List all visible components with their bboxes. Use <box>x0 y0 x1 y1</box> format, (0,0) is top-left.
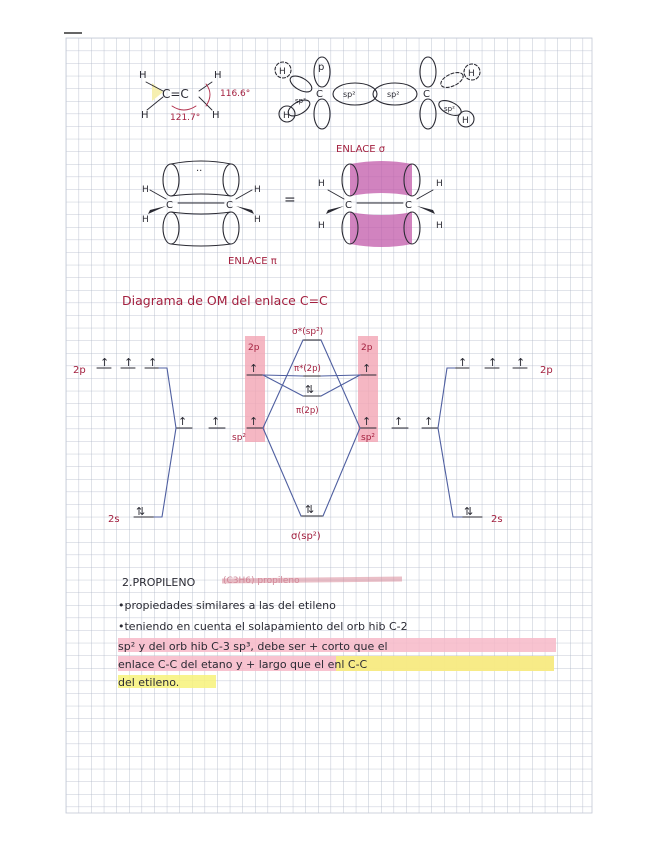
note-line-5: del etileno. <box>118 676 180 689</box>
note-line-2: •teniendo en cuenta el solapamiento del orb hib C-2 <box>118 620 408 633</box>
atom-c: C <box>316 89 323 100</box>
electron-up: ↑ <box>211 415 221 428</box>
right-2s-label: 2s <box>491 514 503 525</box>
electron-up: ↑ <box>124 356 134 369</box>
atom-h: H <box>142 185 149 195</box>
left-2s-electrons: ⇅ <box>136 505 146 518</box>
electron-up: ↑ <box>249 362 259 375</box>
atom-h: H <box>214 70 222 81</box>
atom-c: C <box>166 200 173 211</box>
electron-up: ↑ <box>362 415 372 428</box>
p-orbital-label: p <box>318 62 325 73</box>
pi-label: π(2p) <box>296 406 319 416</box>
atom-c: C <box>405 200 412 211</box>
right-2p-label: 2p <box>540 365 553 376</box>
note-line-1: •propiedades similares a las del etileno <box>118 599 336 612</box>
svg-text:··: ·· <box>196 166 203 177</box>
sigma-star-label: σ*(sp²) <box>292 327 324 337</box>
atom-h: H <box>141 110 149 121</box>
equals-sign: = <box>284 192 296 208</box>
atom-h: H <box>142 215 149 225</box>
right-2s-electrons: ⇅ <box>464 505 474 518</box>
sigma-electrons: ⇅ <box>305 503 315 516</box>
electron-up: ↑ <box>178 415 188 428</box>
sp2-label: sp² <box>444 105 455 113</box>
electron-up: ↑ <box>148 356 158 369</box>
atom-h: H <box>468 69 475 79</box>
right-sp2-label: sp² <box>361 433 376 443</box>
electron-up: ↑ <box>458 356 468 369</box>
graph-paper-grid <box>64 33 592 813</box>
right-hybrid-2p-label: 2p <box>361 343 373 353</box>
left-sp2-label: sp² <box>232 433 247 443</box>
right-2p-levels <box>455 356 527 369</box>
double-bond-label: C=C <box>162 87 189 101</box>
angle-hch: 116.6° <box>220 89 251 99</box>
atom-h: H <box>283 111 290 121</box>
electron-up: ↑ <box>100 356 110 369</box>
section-heading: 2.PROPILENO <box>122 576 196 589</box>
sp2-label: sp² <box>295 97 306 105</box>
mo-diagram-title: Diagrama de OM del enlace C=C <box>122 293 328 308</box>
pi-star-label: π*(2p) <box>294 364 321 374</box>
sigma-bond-caption: ENLACE σ <box>336 144 386 155</box>
atom-h: H <box>254 185 261 195</box>
electron-up: ↑ <box>516 356 526 369</box>
atom-h: H <box>318 221 325 231</box>
angle-hcc: 121.7° <box>170 113 201 123</box>
electron-up: ↑ <box>362 362 372 375</box>
electron-up: ↑ <box>488 356 498 369</box>
atom-h: H <box>212 110 220 121</box>
sp2-label: sp² <box>387 90 400 99</box>
note-line-3: sp² y del orb hib C-3 sp³, debe ser + corto que el <box>118 640 388 653</box>
electron-up: ↑ <box>394 415 404 428</box>
atom-h: H <box>436 221 443 231</box>
sigma-label: σ(sp²) <box>291 531 321 542</box>
atom-h: H <box>254 215 261 225</box>
pi-electrons: ⇅ <box>305 383 315 396</box>
yellow-highlight <box>336 656 554 671</box>
atom-c: C <box>345 200 352 211</box>
atom-h: H <box>279 67 286 77</box>
atom-c: C <box>423 89 430 100</box>
sp2-label: sp² <box>343 90 356 99</box>
left-2s-label: 2s <box>108 514 120 525</box>
left-hybrid-2p-label: 2p <box>248 343 260 353</box>
pi-bond-caption: ENLACE π <box>228 256 277 267</box>
left-2p-levels <box>97 356 159 369</box>
atom-h: H <box>436 179 443 189</box>
atom-h: H <box>318 179 325 189</box>
left-2p-label: 2p <box>73 365 86 376</box>
note-line-4: enlace C-C del etano y + largo que el enl C-C <box>118 658 368 671</box>
atom-h: H <box>462 116 469 126</box>
electron-up: ↑ <box>249 415 259 428</box>
atom-c: C <box>226 200 233 211</box>
atom-h: H <box>139 70 147 81</box>
electron-up: ↑ <box>424 415 434 428</box>
